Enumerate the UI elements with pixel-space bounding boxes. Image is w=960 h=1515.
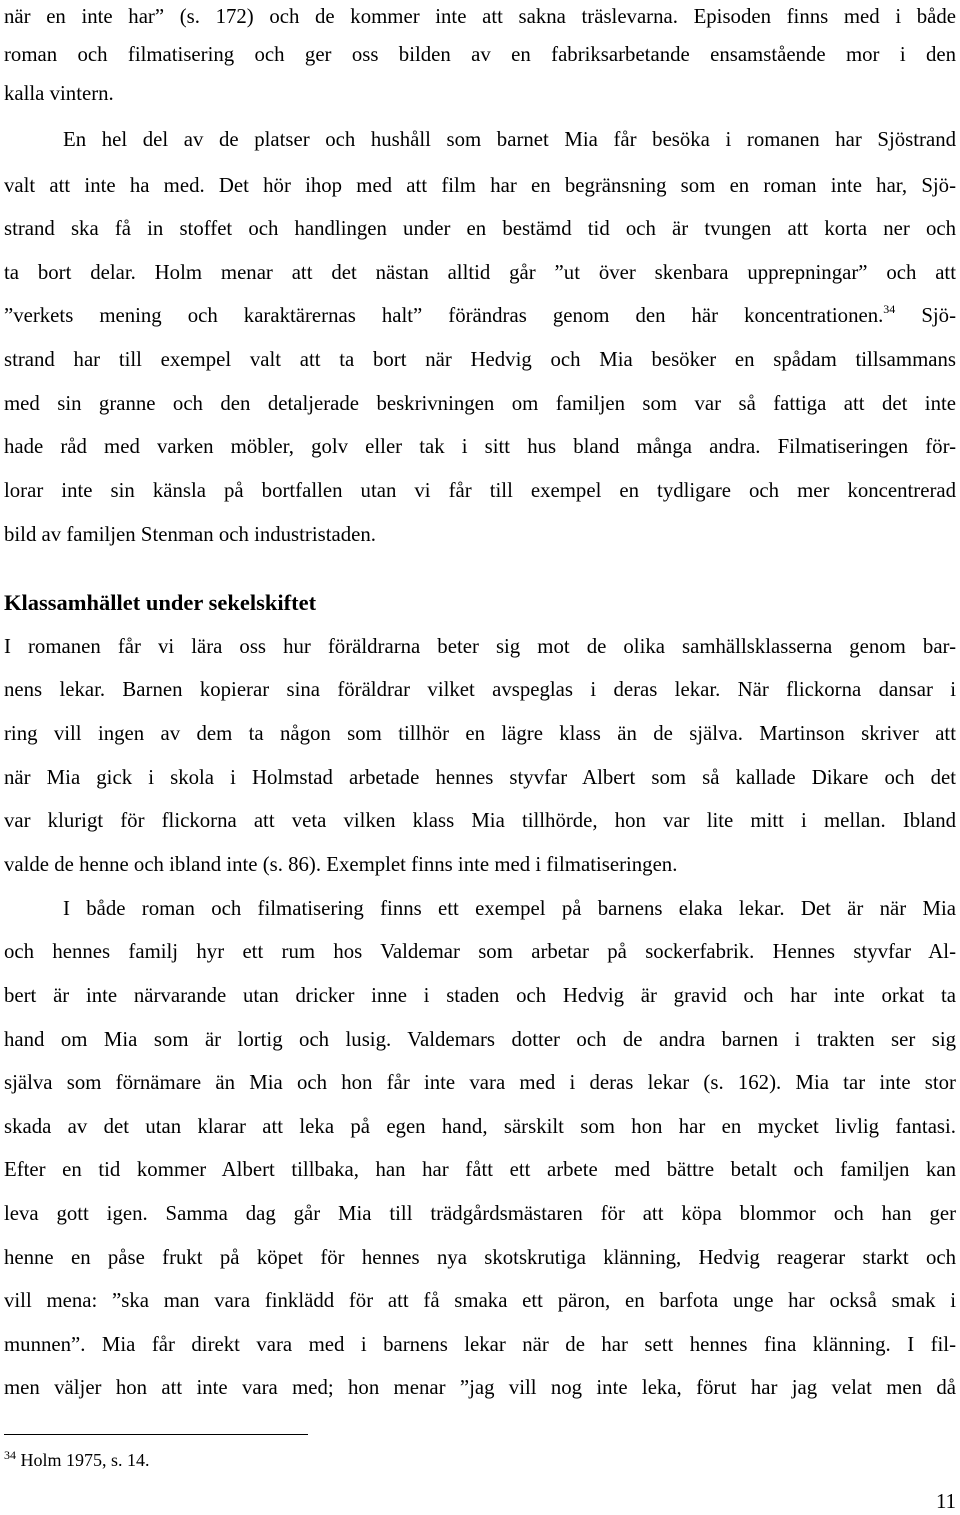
footnote-separator (4, 1434, 308, 1435)
footnote-text: Holm 1975, s. 14. (16, 1450, 150, 1470)
text-line: ta bort delar. Holm menar att det nästan alltid går ”ut över skenbara upprepningar” och att (4, 261, 956, 284)
footnote-reference: 34 (883, 302, 896, 316)
text-line-with-footnote-ref (4, 301, 956, 331)
text-line: strand har till exempel valt att ta bort när Hedvig och Mia besöker en spådam tillsammans (4, 348, 956, 371)
text-line: var klurigt för flickorna att veta vilken klass Mia tillhörde, hon var lite mitt i mellan. Ibland (4, 809, 956, 832)
text-line: ring vill ingen av dem ta någon som tillhör en lägre klass än de själva. Martinson skriver att (4, 722, 956, 745)
footnote-number: 34 (4, 1448, 16, 1462)
text-segment: Sjö- (895, 304, 956, 327)
text-line: kalla vintern. (4, 82, 114, 105)
text-line: själva som förnämare än Mia och hon får inte vara med i deras lekar (s. 162). Mia tar inte stor (4, 1071, 956, 1094)
text-line: roman och filmatisering och ger oss bilden av en fabriksarbetande ensamstående mor i den (4, 43, 956, 66)
text-line: bert är inte närvarande utan dricker inne i staden och Hedvig är gravid och har inte orkat ta (4, 984, 956, 1007)
text-line: när Mia gick i skola i Holmstad arbetade hennes styvfar Albert som så kallade Dikare och det (4, 766, 956, 789)
text-line: I romanen får vi lära oss hur föräldrarna beter sig mot de olika samhällsklasserna genom bar- (4, 635, 956, 658)
text-line: men väljer hon att inte vara med; hon menar ”jag vill nog inte leka, förut har jag velat men då (4, 1376, 956, 1399)
text-line: valt att inte ha med. Det hör ihop med att film har en begränsning som en roman inte har, Sjö- (4, 174, 956, 197)
page-number: 11 (935, 1490, 956, 1513)
text-line: hade råd med varken möbler, golv eller tak i sitt hus bland många andra. Filmatiseringen för- (4, 435, 956, 458)
text-line: och hennes familj hyr ett rum hos Valdemar som arbetar på sockerfabrik. Hennes styvfar Al- (4, 940, 956, 963)
text-segment: ”verkets mening och karaktärernas halt” förändras genom den här koncentrationen. (4, 304, 884, 327)
text-line: skada av det utan klarar att leka på egen hand, särskilt som hon har en mycket livlig fantasi. (4, 1115, 956, 1138)
text-line: Efter en tid kommer Albert tillbaka, han har fått ett arbete med bättre betalt och familjen kan (4, 1158, 956, 1181)
text-line: henne en påse frukt på köpet för hennes nya skotskrutiga klänning, Hedvig reagerar starkt och (4, 1246, 956, 1269)
text-line: En hel del av de platser och hushåll som barnet Mia får besöka i romanen har Sjöstrand (63, 128, 956, 151)
section-heading: Klassamhället under sekelskiftet (4, 590, 317, 615)
text-line: lorar inte sin känsla på bortfallen utan vi får till exempel en tydligare och mer koncentrerad (4, 479, 956, 502)
text-line: bild av familjen Stenman och industristaden. (4, 523, 376, 546)
text-line: hand om Mia som är lortig och lusig. Valdemars dotter och de andra barnen i trakten ser sig (4, 1028, 956, 1051)
text-line: munnen”. Mia får direkt vara med i barnens lekar när de har sett hennes fina klänning. I fil- (4, 1333, 956, 1356)
text-line: valde de henne och ibland inte (s. 86). Exemplet finns inte med i filmatiseringen. (4, 853, 678, 876)
text-line: nens lekar. Barnen kopierar sina föräldrar vilket avspeglas i deras lekar. När flickorna dansar i (4, 678, 956, 701)
text-line: vill mena: ”ska man vara finklädd för att få smaka ett päron, en barfota unge har också smak i (4, 1289, 956, 1312)
text-line: med sin granne och den detaljerade beskrivningen om familjen som var så fattiga att det inte (4, 392, 956, 415)
text-line: leva gott igen. Samma dag går Mia till trädgårdsmästaren för att köpa blommor och han ger (4, 1202, 956, 1225)
text-line: I både roman och filmatisering finns ett exempel på barnens elaka lekar. Det är när Mia (63, 897, 956, 920)
footnote (4, 1447, 150, 1473)
text-line: strand ska få in stoffet och handlingen under en bestämd tid och är tvungen att korta ner och (4, 217, 956, 240)
text-line: när en inte har” (s. 172) och de kommer inte att sakna träslevarna. Episoden finns med i både (4, 5, 956, 28)
